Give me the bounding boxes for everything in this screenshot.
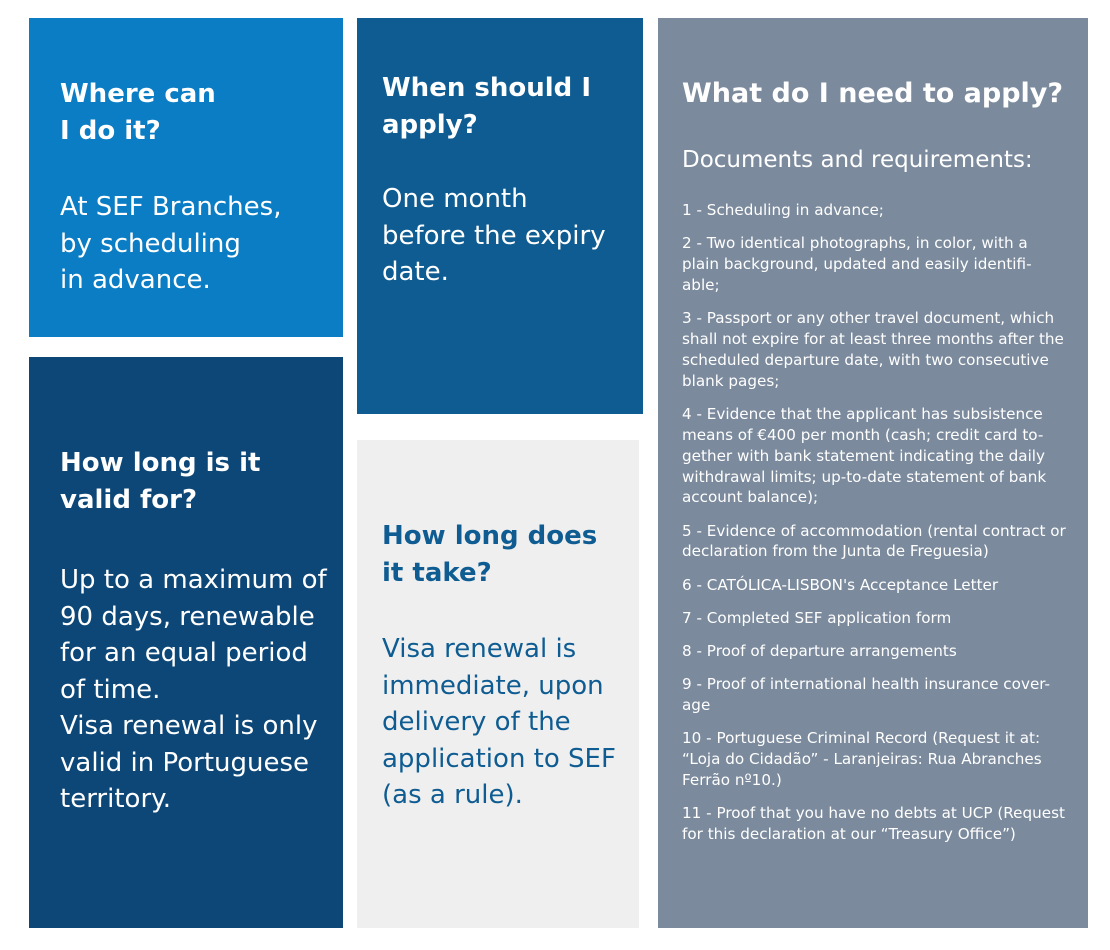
duration-title: How long does it take? xyxy=(382,521,598,588)
requirement-item: 1 - Scheduling in advance; xyxy=(682,201,884,219)
requirements-title: What do I need to apply? xyxy=(682,78,1064,109)
duration-card xyxy=(357,440,639,928)
requirement-item: 6 - CATÓLICA-LISBON's Acceptance Letter xyxy=(682,575,999,594)
where-card xyxy=(29,18,343,337)
requirement-item: 9 - Proof of international health insurance cover-age xyxy=(682,674,1051,714)
requirement-item: 10 - Portuguese Criminal Record (Request it at: “Loja do Cidadão” - Laranjeiras: Rua Abranches Ferrão nº10.) xyxy=(682,728,1042,789)
validity-body: Up to a maximum of 90 days, renewable for an equal period of time. Visa renewal is only valid in Portuguese territory. xyxy=(60,565,327,814)
validity-title: How long is it valid for? xyxy=(60,448,261,515)
requirement-item: 3 - Passport or any other travel document, which shall not expire for at least three months after the scheduled departure date, with two consecutive blank pages; xyxy=(682,309,1064,390)
requirement-item: 8 - Proof of departure arrangements xyxy=(682,641,957,660)
validity-card xyxy=(29,357,343,928)
where-title: Where can I do it? xyxy=(60,79,216,146)
when-card xyxy=(357,18,643,414)
requirement-item: 4 - Evidence that the applicant has subsistence means of €400 per month (cash; credit card to-gether with bank statement indicating the daily withdrawal limits; up-to-date statement of bank account balance); xyxy=(682,404,1047,507)
where-body: At SEF Branches, by scheduling in advance. xyxy=(60,192,282,295)
requirements-card xyxy=(658,18,1088,928)
when-body: One month before the expiry date. xyxy=(382,184,606,287)
requirement-item: 2 - Two identical photographs, in color, with a plain background, updated and easily identifi-able; xyxy=(682,234,1032,294)
requirements-list xyxy=(682,200,1066,845)
requirement-item: 7 - Completed SEF application form xyxy=(682,608,952,627)
duration-body: Visa renewal is immediate, upon delivery of the application to SEF (as a rule). xyxy=(382,634,616,810)
requirement-item: 11 - Proof that you have no debts at UCP (Request for this declaration at our “Treasury Office”) xyxy=(682,803,1065,843)
requirement-item: 5 - Evidence of accommodation (rental contract or declaration from the Junta de Freguesia) xyxy=(682,521,1066,561)
requirements-subtitle: Documents and requirements: xyxy=(682,147,1033,173)
when-title: When should I apply? xyxy=(382,73,591,140)
